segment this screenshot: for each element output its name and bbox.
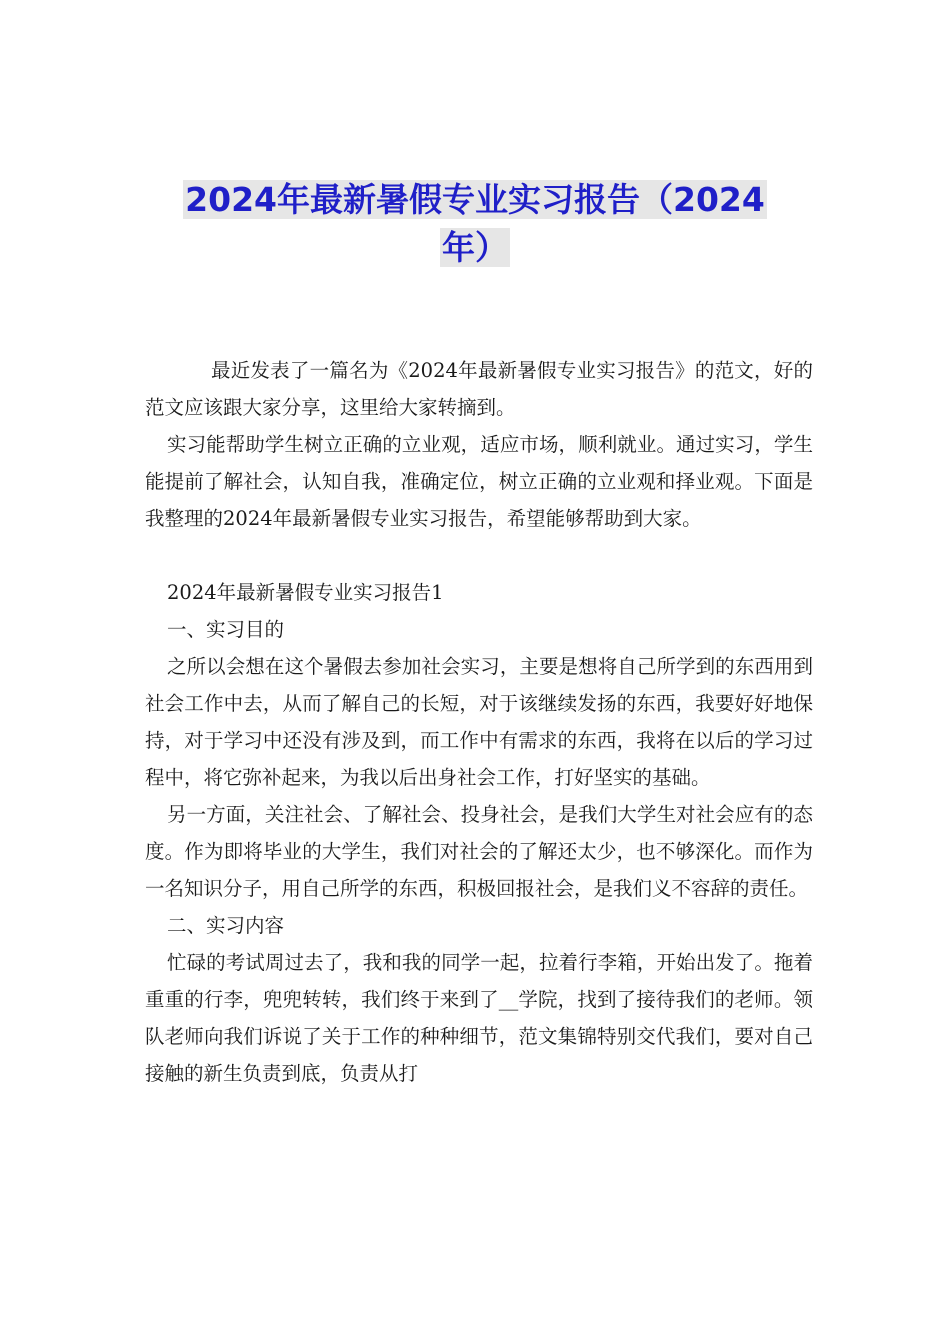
document-title: [150, 176, 800, 272]
body-paragraph: 另一方面，关注社会、了解社会、投身社会，是我们大学生对社会应有的态度。作为即将毕业的大学生，我们对社会的了解还太少，也不够深化。而作为一名知识分子，用自己所学的东西，积极回报社会，是我们义不容辞的责任。: [145, 803, 813, 900]
section-heading: 二、实习内容: [167, 914, 285, 937]
body-paragraph: 之所以会想在这个暑假去参加社会实习，主要是想将自己所学到的东西用到社会工作中去，从而了解自己的长短，对于该继续发扬的东西，我要好好地保持，对于学习中还没有涉及到，而工作中有需求的东西，我将在以后的学习过程中，将它弥补起来，为我以后出身社会工作，打好坚实的基础。: [145, 655, 813, 789]
body-paragraph: 实习能帮助学生树立正确的立业观，适应市场，顺利就业。通过实习，学生能提前了解社会，认知自我，准确定位，树立正确的立业观和择业观。下面是我整理的2024年最新暑假专业实习报告，希望能够帮助到大家。: [145, 433, 813, 530]
document-body: [145, 352, 813, 1092]
title-line-1: 2024年最新暑假专业实习报告（2024: [185, 180, 765, 219]
section-title: 2024年最新暑假专业实习报告1: [167, 581, 444, 604]
title-line-2: 年）: [442, 228, 508, 267]
body-paragraph: 忙碌的考试周过去了，我和我的同学一起，拉着行李箱，开始出发了。拖着重重的行李，兜兜转转，我们终于来到了__学院，找到了接待我们的老师。领队老师向我们诉说了关于工作的种种细节，范文集锦特别交代我们，要对自己接触的新生负责到底，负责从打: [145, 951, 813, 1085]
intro-paragraph: 最近发表了一篇名为《2024年最新暑假专业实习报告》的范文，好的范文应该跟大家分享，这里给大家转摘到。: [145, 359, 813, 419]
blank-line: [145, 537, 813, 574]
section-heading: 一、实习目的: [167, 618, 285, 641]
